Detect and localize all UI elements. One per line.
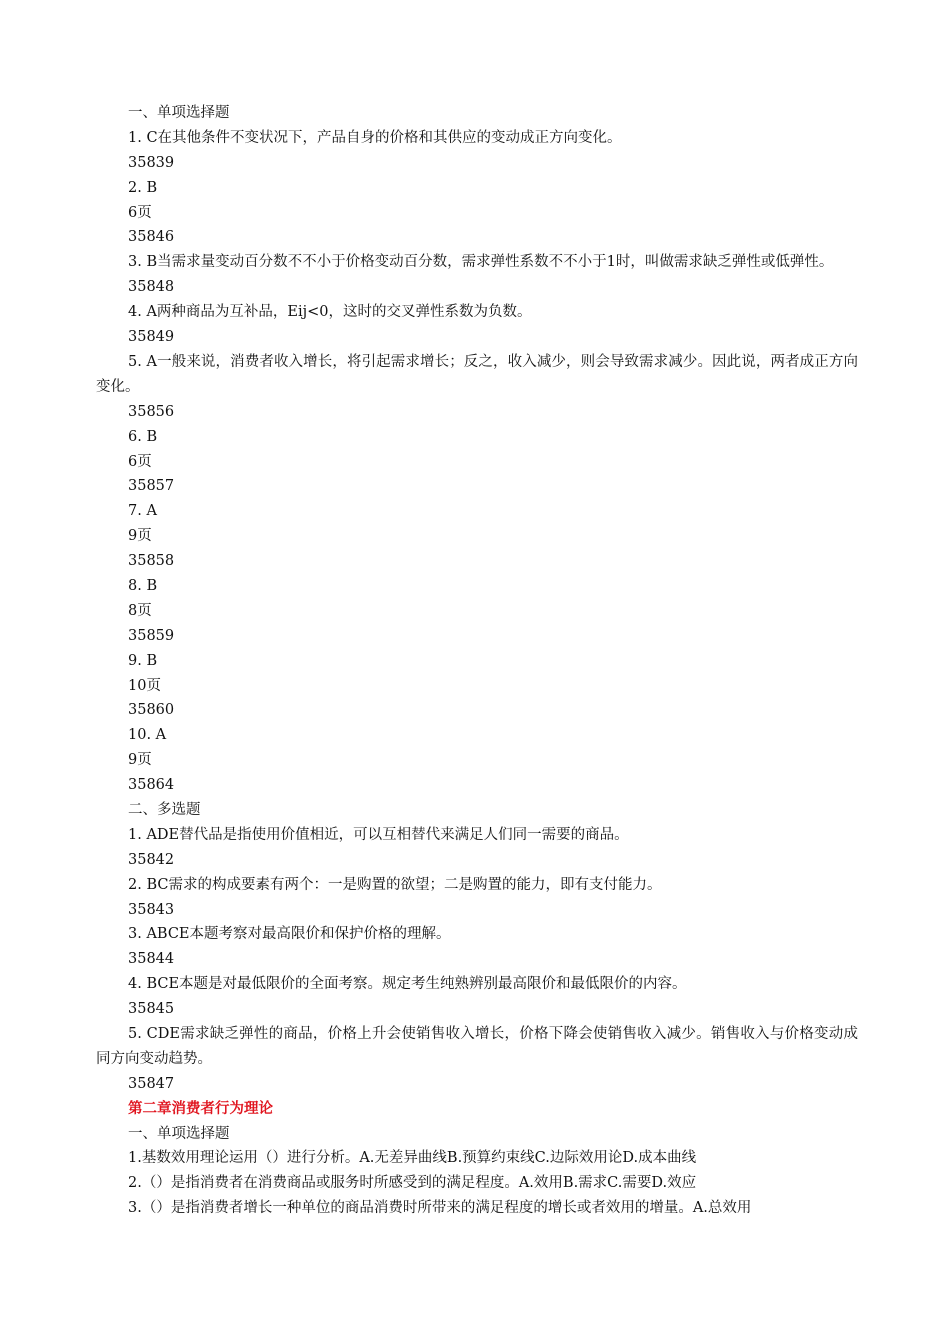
text-line: 10页 bbox=[128, 677, 161, 694]
text-line: 3.（）是指消费者增长一种单位的商品消费时所带来的满足程度的增长或者效用的增量。A.总效用 bbox=[128, 1200, 752, 1217]
text-line: 7. A bbox=[128, 503, 157, 520]
text-line: 一、单项选择题 bbox=[128, 105, 230, 121]
text-line: 35845 bbox=[128, 1001, 175, 1018]
text-line: 8. B bbox=[128, 577, 158, 594]
paragraph: 5. CDE需求缺乏弹性的商品，价格上升会使销售收入增长，价格下降会使销售收入减少。销售收入与价格变动成同方向变动趋势。 bbox=[96, 1026, 858, 1067]
text-line: 2.（）是指消费者在消费商品或服务时所感受到的满足程度。A.效用B.需求C.需要D.效应 bbox=[128, 1175, 697, 1192]
text-line: 35859 bbox=[128, 627, 175, 644]
text-line: 6页 bbox=[128, 204, 152, 221]
text-line: 8页 bbox=[128, 602, 152, 619]
text-line: 10. A bbox=[128, 727, 167, 744]
text-line: 35857 bbox=[128, 478, 175, 495]
text-line: 二、多选题 bbox=[128, 801, 201, 818]
text-line: 1. ADE替代品是指使用价值相近，可以互相替代来满足人们同一需要的商品。 bbox=[128, 826, 629, 843]
chapter-heading: 第二章消费者行为理论 bbox=[128, 1099, 273, 1117]
text-line: 35849 bbox=[128, 329, 175, 346]
text-line: 35842 bbox=[128, 851, 175, 868]
text-line: 1.基数效用理论运用（）进行分析。A.无差异曲线B.预算约束线C.边际效用论D.成本曲线 bbox=[128, 1150, 697, 1167]
text-line: 35856 bbox=[128, 403, 175, 420]
paragraph: 5. A一般来说，消费者收入增长，将引起需求增长；反之，收入减少，则会导致需求减少。因此说，两者成正方向变化。 bbox=[96, 353, 858, 395]
text-line: 6. B bbox=[128, 428, 158, 445]
text-line: 1. C在其他条件不变状况下，产品自身的价格和其供应的变动成正方向变化。 bbox=[128, 129, 622, 146]
text-line: 35847 bbox=[128, 1075, 175, 1092]
text-line: 3. ABCE本题考察对最高限价和保护价格的理解。 bbox=[128, 926, 451, 943]
text-line: 9. B bbox=[128, 652, 158, 669]
text-line: 9页 bbox=[128, 528, 152, 545]
text-line: 35839 bbox=[128, 154, 175, 171]
text-line: 一、单项选择题 bbox=[128, 1125, 230, 1142]
text-line: 6页 bbox=[128, 453, 152, 470]
text-line: 4. BCE本题是对最低限价的全面考察。规定考生纯熟辨别最高限价和最低限价的内容。 bbox=[128, 976, 687, 993]
text-line: 2. BC需求的构成要素有两个：一是购置的欲望；二是购置的能力，即有支付能力。 bbox=[128, 876, 662, 893]
text-line: 35858 bbox=[128, 553, 175, 570]
text-line: 35860 bbox=[128, 702, 175, 719]
text-line: 35848 bbox=[128, 279, 175, 296]
paragraph: 3. B当需求量变动百分数不不小于价格变动百分数，需求弹性系数不不小于1时，叫做需求缺乏弹性或低弹性。 bbox=[128, 254, 834, 271]
text-line: 4. A两种商品为互补品，Eij<0，这时的交叉弹性系数为负数。 bbox=[128, 304, 532, 321]
text-line: 2. B bbox=[128, 179, 158, 196]
text-line: 35844 bbox=[128, 951, 175, 968]
text-line: 35843 bbox=[128, 901, 175, 918]
document-page bbox=[0, 101, 950, 1221]
text-line: 35864 bbox=[128, 777, 175, 794]
text-line: 9页 bbox=[128, 752, 152, 769]
text-line: 35846 bbox=[128, 229, 175, 246]
